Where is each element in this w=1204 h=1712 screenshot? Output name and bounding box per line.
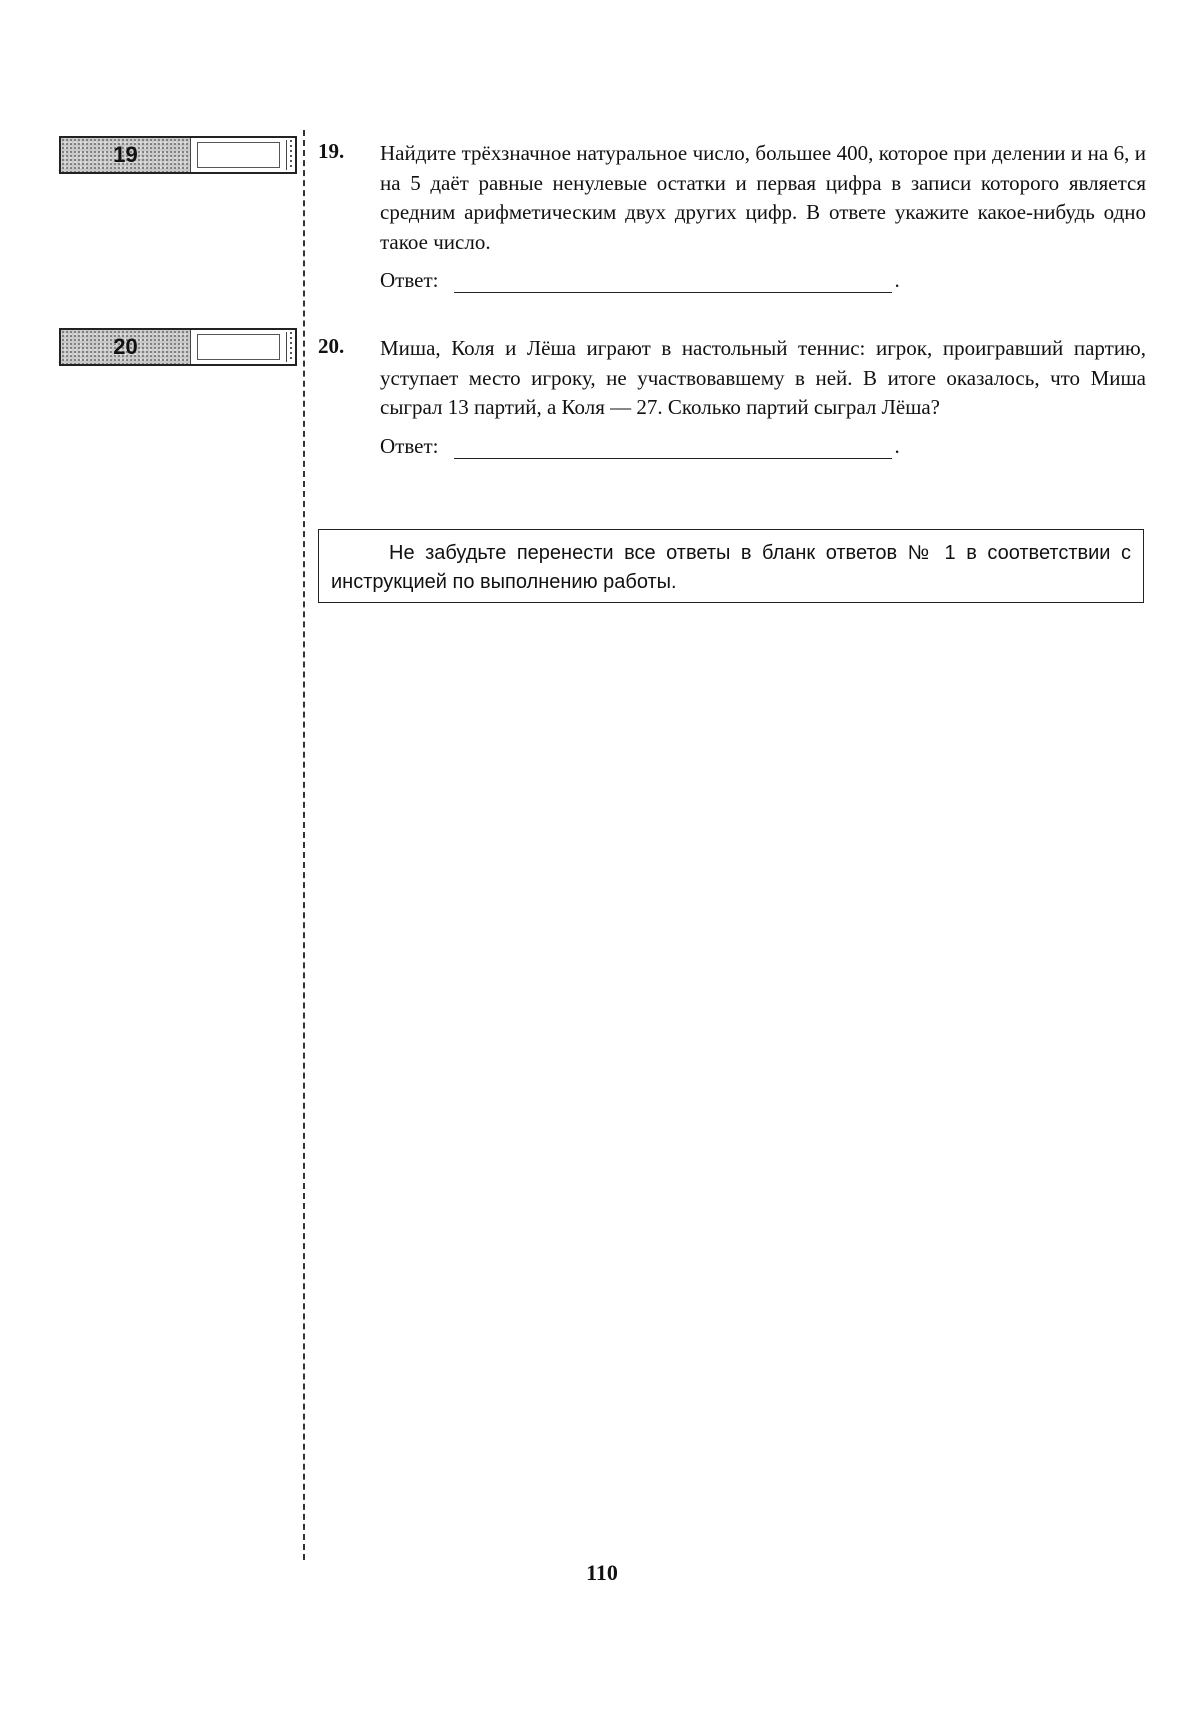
task-20 <box>318 334 1146 459</box>
answer-end: . <box>894 268 900 292</box>
answer-box-field[interactable] <box>197 142 280 168</box>
reminder-note: Не забудьте перенести все ответы в бланк ответов № 1 в соответствии с инструкцией по выполнению работы. <box>318 529 1144 603</box>
answer-box-number: 19 <box>61 138 191 172</box>
task-19 <box>318 139 1146 293</box>
answer-box-edge <box>286 140 295 170</box>
answer-label: Ответ: <box>380 433 439 458</box>
task-number: 20. <box>318 334 345 358</box>
answer-label: Ответ: <box>380 268 439 292</box>
answer-row <box>380 434 1146 459</box>
answer-box-19 <box>59 136 297 174</box>
answer-box-number: 20 <box>61 330 191 364</box>
task-text: Миша, Коля и Лёша играют в настольный теннис: игрок, проигравший партию, уступает место игроку, не участвовавшему в ней. В итоге оказалось, что Миша сыграл 13 партий, а Коля — 27. Сколько партий сыграл Лёша? <box>380 336 1146 419</box>
task-number: 19. <box>318 139 345 163</box>
page-number: 110 <box>586 1560 618 1585</box>
answer-box-20 <box>59 328 297 366</box>
answer-box-field[interactable] <box>197 334 280 360</box>
answer-line[interactable] <box>454 272 892 293</box>
cut-line <box>303 130 305 1560</box>
answer-row <box>380 268 1146 293</box>
answer-end: . <box>894 433 900 458</box>
task-text: Найдите трёхзначное натуральное число, большее 400, которое при делении и на 6, и на 5 даёт равные ненулевые остатки и первая цифра в записи которого является средним арифметическим двух других цифр. В ответе укажите какое-нибудь одно такое число. <box>380 141 1146 254</box>
answer-box-edge <box>286 332 295 362</box>
answer-line[interactable] <box>454 438 892 459</box>
